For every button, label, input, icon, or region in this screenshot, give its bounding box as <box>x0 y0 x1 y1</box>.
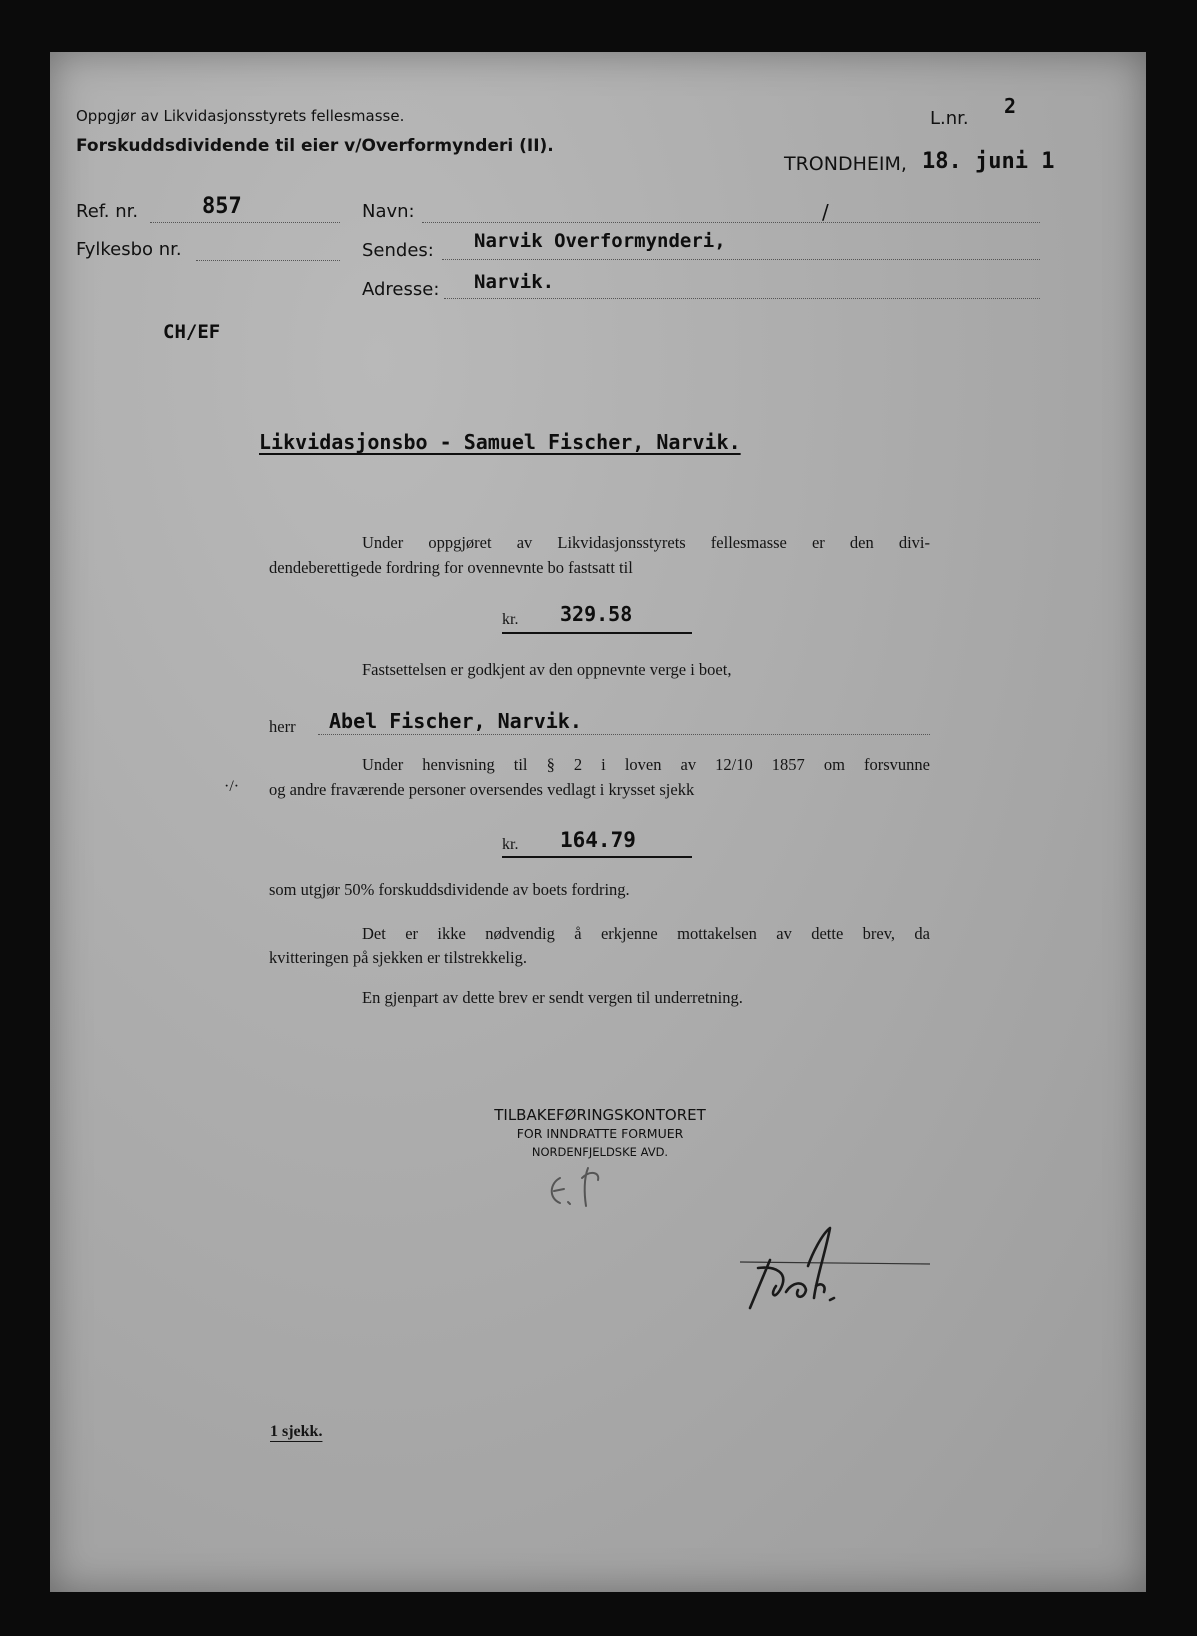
ref-value: 857 <box>202 194 242 219</box>
paragraph-1-line-1: Under oppgjøret av Likvidasjonsstyrets fellesmasse er den divi- <box>362 533 930 552</box>
paragraph-2: Fastsettelsen er godkjent av den oppnevnte verge i boet, <box>362 660 732 679</box>
paragraph-1-line-2: dendeberettigede fordring for ovennevnte bo fastsatt til <box>269 558 633 577</box>
amount-2: 164.79 <box>560 828 636 852</box>
sendes-dotline <box>442 259 1040 260</box>
enclosure-note: 1 sjekk. <box>270 1423 323 1440</box>
letter-page <box>50 52 1146 1592</box>
adresse-dotline <box>444 298 1040 299</box>
header-line-1: Oppgjør av Likvidasjonsstyrets fellesmasse. <box>76 107 405 125</box>
adresse-value: Narvik. <box>474 271 555 293</box>
kr-label-1: kr. <box>502 611 519 628</box>
subject-line: Likvidasjonsbo - Samuel Fischer, Narvik. <box>259 430 741 454</box>
handwritten-signature <box>730 1220 940 1320</box>
margin-tick-mark: ·/· <box>224 778 240 795</box>
sendes-value: Narvik Overformynderi, <box>474 230 726 252</box>
fylkesbo-label: Fylkesbo nr. <box>76 239 182 260</box>
navn-value: / <box>822 200 829 224</box>
place: TRONDHEIM, <box>784 153 907 175</box>
sendes-label: Sendes: <box>362 240 434 261</box>
herr-dotline <box>318 734 930 735</box>
amount-2-rule <box>502 856 692 858</box>
herr-value: Abel Fischer, Narvik. <box>329 709 582 733</box>
office-department: NORDENFJELDSKE AVD. <box>531 1145 669 1159</box>
office-name: TILBAKEFØRINGSKONTORET <box>494 1106 706 1124</box>
header-line-2: Forskuddsdividende til eier v/Overformynderi (II). <box>76 136 554 156</box>
fylkesbo-dotline <box>196 260 340 261</box>
initials: CH/EF <box>163 321 221 343</box>
paragraph-5-line-1: Det er ikke nødvendig å erkjenne mottakelsen av dette brev, da <box>362 924 930 943</box>
lnr-value: 2 <box>1004 94 1017 118</box>
office-subtitle: FOR INNDRATTE FORMUER <box>516 1126 684 1141</box>
adresse-label: Adresse: <box>362 279 440 300</box>
stamp-initials-scribble <box>520 1158 700 1228</box>
paragraph-3-line-2: og andre fraværende personer oversendes vedlagt i krysset sjekk <box>269 780 695 799</box>
ref-label: Ref. nr. <box>76 201 139 222</box>
amount-1: 329.58 <box>560 602 633 626</box>
paragraph-6: En gjenpart av dette brev er sendt vergen til underretning. <box>362 988 743 1007</box>
herr-label: herr <box>269 717 296 736</box>
ref-dotline <box>150 222 340 223</box>
date: 18. juni 1 <box>922 149 1055 174</box>
navn-dotline <box>422 222 1040 223</box>
paragraph-4: som utgjør 50% forskuddsdividende av boets fordring. <box>269 880 630 899</box>
paragraph-3-line-1: Under henvisning til § 2 i loven av 12/10 1857 om forsvunne <box>362 755 930 774</box>
paragraph-5-line-2: kvitteringen på sjekken er tilstrekkelig. <box>269 948 527 967</box>
lnr-label: L.nr. <box>930 108 969 129</box>
kr-label-2: kr. <box>502 836 519 853</box>
navn-label: Navn: <box>362 201 415 222</box>
amount-1-rule <box>502 632 692 634</box>
